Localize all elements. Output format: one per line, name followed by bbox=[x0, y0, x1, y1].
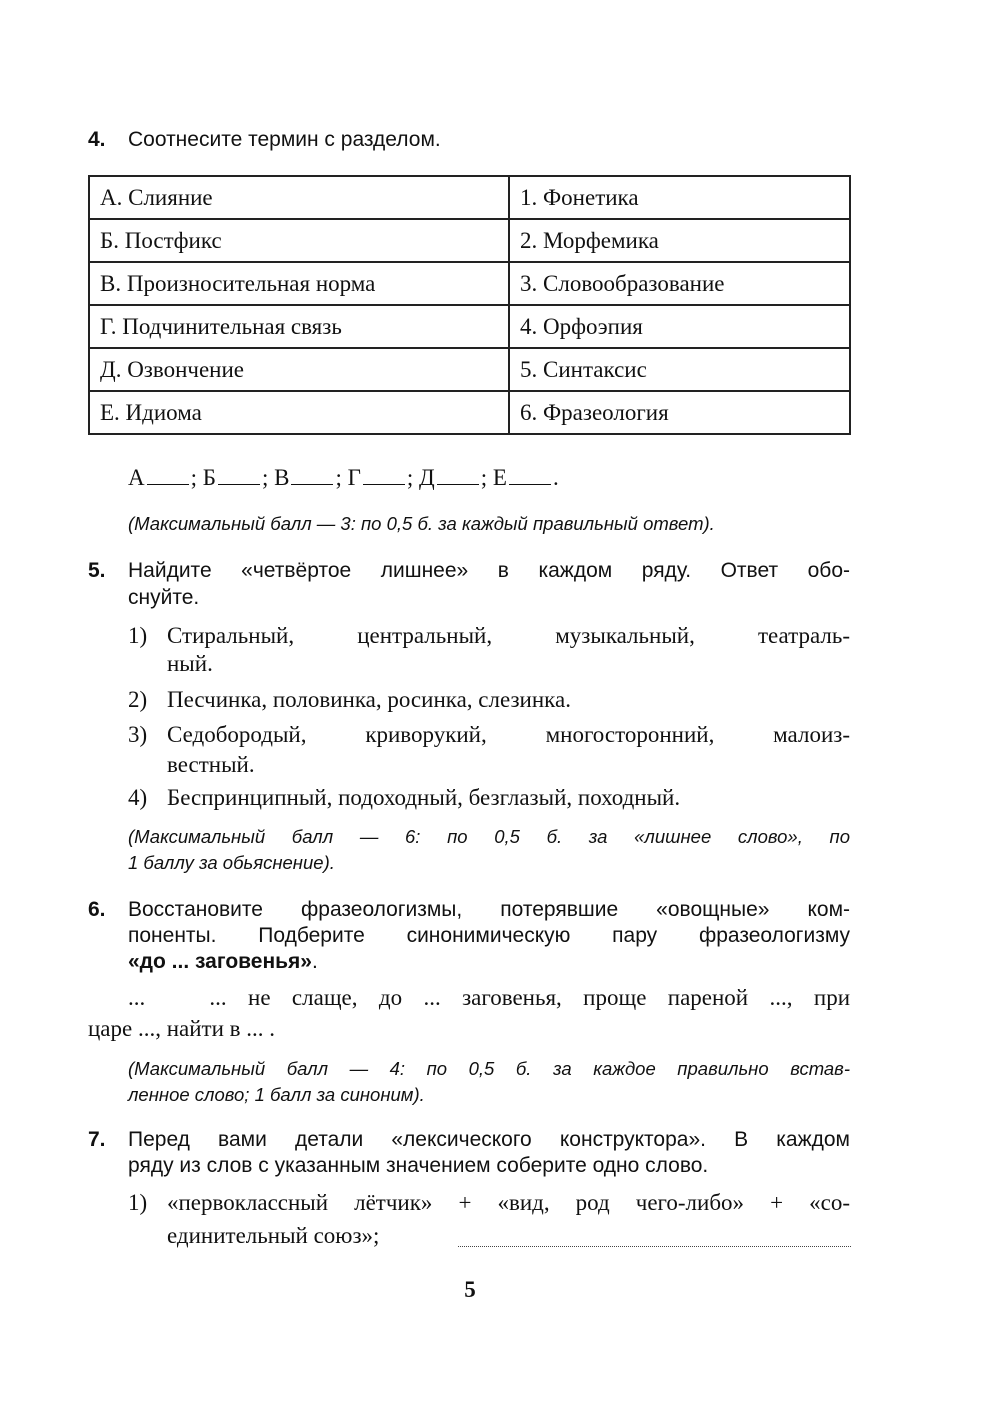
table-row bbox=[89, 262, 850, 305]
answer-label: ; Е bbox=[480, 465, 507, 490]
term-cell: А. Слияние bbox=[89, 176, 509, 219]
term-cell: Е. Идиома bbox=[89, 391, 509, 434]
table-row bbox=[89, 219, 850, 262]
list-item: ный. bbox=[167, 651, 213, 676]
list-item: единительный союз»; bbox=[167, 1223, 380, 1248]
page-number: 5 bbox=[464, 1277, 476, 1302]
score-note: (Максимальный балл — 6: по 0,5 б. за «лишнее слово», по bbox=[128, 826, 850, 847]
task-title: Соотнесите термин с разделом. bbox=[128, 128, 441, 151]
list-item: Беспринципный, подоходный, безглазый, походный. bbox=[167, 785, 681, 810]
task-number: 6. bbox=[88, 898, 106, 921]
answer-label: . bbox=[552, 465, 559, 490]
section-cell: 2. Морфемика bbox=[509, 219, 850, 262]
score-note: (Максимальный балл — 4: по 0,5 б. за каждое правильно встав- bbox=[128, 1058, 850, 1079]
table-row bbox=[89, 348, 850, 391]
item-number: 2) bbox=[128, 687, 148, 712]
table-row bbox=[89, 391, 850, 434]
answer-label: ; В bbox=[261, 465, 290, 490]
item-number: 1) bbox=[128, 1190, 148, 1215]
score-note: ленное слово; 1 балл за синоним). bbox=[128, 1084, 425, 1105]
task-number: 5. bbox=[88, 559, 106, 582]
phraseologism-bold: «до ... заговенья» bbox=[128, 950, 312, 973]
answer-blank[interactable] bbox=[291, 464, 333, 485]
answer-blank[interactable] bbox=[363, 464, 405, 485]
task-number: 7. bbox=[88, 1128, 106, 1151]
answer-label: А bbox=[128, 465, 145, 490]
section-cell: 5. Синтаксис bbox=[509, 348, 850, 391]
list-item: Стиральный, центральный, музыкальный, театраль- bbox=[167, 623, 850, 648]
answer-label: ; Г bbox=[335, 465, 361, 490]
term-cell: Б. Постфикс bbox=[89, 219, 509, 262]
list-item: вестный. bbox=[167, 752, 255, 777]
table-row bbox=[89, 305, 850, 348]
term-cell: В. Произносительная норма bbox=[89, 262, 509, 305]
answer-line bbox=[128, 464, 559, 492]
answer-blank[interactable] bbox=[218, 464, 260, 485]
punctuation: . bbox=[312, 950, 318, 973]
answer-blank[interactable] bbox=[437, 464, 479, 485]
term-cell: Д. Озвончение bbox=[89, 348, 509, 391]
score-note: (Максимальный балл — 3: по 0,5 б. за каждый правильный ответ). bbox=[128, 513, 715, 534]
task-text: ряду из слов с указанным значением соберите одно слово. bbox=[128, 1154, 709, 1177]
term-cell: Г. Подчинительная связь bbox=[89, 305, 509, 348]
task-number: 4. bbox=[88, 128, 106, 151]
section-cell: 3. Словообразование bbox=[509, 262, 850, 305]
matching-table bbox=[88, 175, 851, 435]
phrase-text: ... ... не слаще, до ... заговенья, проще пареной ..., при bbox=[128, 985, 850, 1010]
task-text: поненты. Подберите синонимическую пару фразеологизму bbox=[128, 924, 850, 947]
task-text: Восстановите фразеологизмы, потерявшие «овощные» ком- bbox=[128, 898, 850, 921]
item-number: 4) bbox=[128, 785, 148, 810]
section-cell: 6. Фразеология bbox=[509, 391, 850, 434]
list-item: Песчинка, половинка, росинка, слезинка. bbox=[167, 687, 571, 712]
section-cell: 4. Орфоэпия bbox=[509, 305, 850, 348]
answer-label: ; Д bbox=[406, 465, 435, 490]
phrase-text: царе ..., найти в ... . bbox=[88, 1016, 276, 1041]
answer-dotted-line[interactable] bbox=[458, 1246, 851, 1247]
task-text: Перед вами детали «лексического конструктора». В каждом bbox=[128, 1128, 850, 1151]
answer-blank[interactable] bbox=[509, 464, 551, 485]
item-number: 1) bbox=[128, 623, 148, 648]
answer-blank[interactable] bbox=[147, 464, 189, 485]
section-cell: 1. Фонетика bbox=[509, 176, 850, 219]
task-text bbox=[128, 948, 318, 976]
score-note: 1 баллу за обьяснение). bbox=[128, 852, 335, 873]
item-number: 3) bbox=[128, 722, 148, 747]
list-item: «первоклассный лётчик» + «вид, род чего-либо» + «со- bbox=[167, 1190, 850, 1215]
task-text: снуйте. bbox=[128, 586, 200, 609]
answer-label: ; Б bbox=[190, 465, 216, 490]
table-row bbox=[89, 176, 850, 219]
task-text: Найдите «четвёртое лишнее» в каждом ряду. Ответ обо- bbox=[128, 559, 850, 582]
list-item: Седобородый, криворукий, многосторонний, малоиз- bbox=[167, 722, 850, 747]
